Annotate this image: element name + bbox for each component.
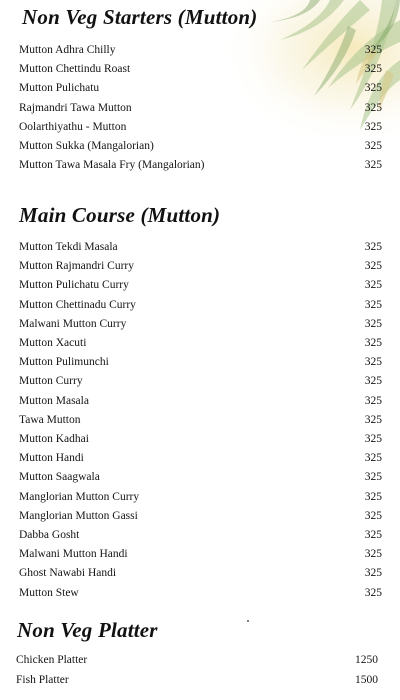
- item-price: 325: [364, 82, 382, 95]
- item-name: Mutton Tekdi Masala: [19, 241, 118, 253]
- menu-item: [0, 334, 400, 353]
- item-name: Oolarthiyathu - Mutton: [19, 120, 127, 133]
- menu-item: [0, 156, 400, 175]
- item-price: 325: [364, 44, 382, 56]
- menu-item: [0, 79, 400, 98]
- item-price: 325: [364, 101, 382, 114]
- item-name: Mutton Pulichatu Curry: [19, 279, 129, 292]
- item-name: Mutton Saagwala: [19, 471, 100, 484]
- section-title: Non Veg Platter: [17, 618, 158, 642]
- menu-item: [0, 468, 400, 487]
- item-price: 325: [364, 433, 382, 445]
- item-price: 325: [364, 241, 382, 253]
- item-name: Manglorian Mutton Gassi: [19, 509, 138, 522]
- item-price: 1250: [355, 654, 378, 666]
- menu-item: [0, 99, 400, 118]
- item-price: 325: [364, 490, 382, 503]
- menu-item: [0, 411, 400, 430]
- item-price: 1500: [355, 674, 378, 686]
- item-price: 325: [364, 159, 382, 172]
- item-name: Fish Platter: [16, 674, 69, 686]
- menu-item: [0, 507, 400, 526]
- item-name: Chicken Platter: [16, 654, 88, 666]
- item-price: 325: [364, 509, 382, 522]
- menu-item: [0, 671, 400, 690]
- menu-item: [0, 60, 400, 79]
- item-price: 325: [364, 394, 382, 407]
- item-name: Manglorian Mutton Curry: [19, 490, 140, 503]
- menu-item: [0, 276, 400, 295]
- item-name: Mutton Curry: [19, 375, 83, 388]
- item-name: Mutton Pulichatu: [19, 82, 100, 95]
- item-name: Mutton Pulimunchi: [19, 356, 109, 369]
- scan-speck: [247, 620, 249, 622]
- item-name: Tawa Mutton: [19, 413, 81, 426]
- menu-item: [0, 296, 400, 315]
- menu-item: [0, 392, 400, 411]
- item-name: Mutton Masala: [19, 394, 89, 407]
- item-price: 325: [364, 140, 382, 152]
- menu-item: [0, 315, 400, 334]
- menu-item: [0, 118, 400, 137]
- item-name: Malwani Mutton Handi: [19, 548, 128, 561]
- item-price: 325: [364, 567, 382, 580]
- menu-item: [0, 564, 400, 583]
- item-name: Malwani Mutton Curry: [19, 317, 127, 330]
- item-price: 325: [364, 279, 382, 292]
- item-price: 325: [364, 356, 382, 369]
- item-price: 325: [364, 298, 382, 311]
- menu-item: [0, 545, 400, 564]
- item-name: Mutton Adhra Chilly: [19, 44, 116, 56]
- menu-item: [0, 584, 400, 603]
- item-name: Mutton Handi: [19, 452, 84, 465]
- item-name: Mutton Rajmandri Curry: [19, 260, 134, 273]
- item-price: 325: [364, 471, 382, 484]
- section-title: Main Course (Mutton): [19, 203, 221, 227]
- menu-item: [0, 238, 400, 257]
- menu-item: [0, 257, 400, 276]
- item-price: 325: [364, 548, 382, 561]
- item-price: 325: [364, 260, 382, 273]
- item-price: 325: [364, 375, 382, 388]
- menu-item: [0, 353, 400, 372]
- item-name: Ghost Nawabi Handi: [19, 567, 117, 580]
- menu-item: [0, 372, 400, 391]
- item-price: 325: [364, 413, 382, 426]
- item-name: Mutton Sukka (Mangalorian): [19, 140, 154, 152]
- item-name: Mutton Chettinadu Curry: [19, 298, 136, 311]
- menu-item: [0, 526, 400, 545]
- menu-item: [0, 449, 400, 468]
- item-name: Mutton Chettindu Roast: [19, 63, 131, 76]
- menu-item: [0, 651, 400, 670]
- item-name: Rajmandri Tawa Mutton: [19, 101, 132, 114]
- item-name: Mutton Stew: [19, 586, 79, 599]
- menu-item: [0, 430, 400, 449]
- item-price: 325: [364, 586, 382, 599]
- item-price: 325: [364, 452, 382, 465]
- item-price: 325: [364, 317, 382, 330]
- item-name: Dabba Gosht: [19, 529, 80, 541]
- item-name: Mutton Xacuti: [19, 337, 87, 349]
- item-price: 325: [364, 120, 382, 133]
- menu-item: [0, 137, 400, 156]
- menu-item: [0, 41, 400, 60]
- menu-item: [0, 488, 400, 507]
- item-price: 325: [364, 529, 382, 541]
- item-name: Mutton Kadhai: [19, 433, 89, 445]
- item-price: 325: [364, 63, 382, 76]
- section-title: Non Veg Starters (Mutton): [22, 5, 258, 29]
- item-name: Mutton Tawa Masala Fry (Mangalorian): [19, 159, 205, 172]
- item-price: 325: [364, 337, 382, 349]
